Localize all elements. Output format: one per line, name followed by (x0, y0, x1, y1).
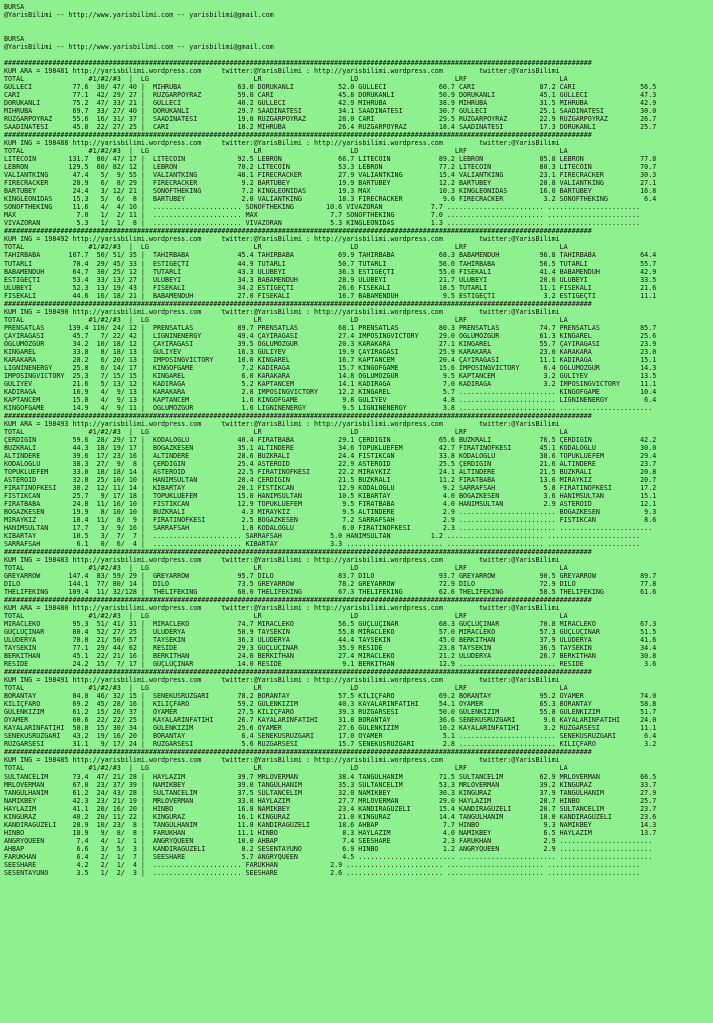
text-line: BURSA (4, 3, 25, 11)
column-header-line: TOTAL #1/#2/#3 | LG LR LD LRF LA (4, 75, 568, 84)
text-line: BORANTAY 84.8 46/ 32/ 15 | SENEKUSRÜZGARI 78.2 BORANTAY 57.5 KILIÇFARO 69.2 BORANTAY 95.2 OYAMER 74.0 (4, 692, 657, 701)
text-line: BERKITHAN 45.1 22/ 21/ 16 | BERKITHAN 24.0 BERKITHAN 27.4 MIRACLEKO 21.2 ULUDERYA 26.7 BERKITHAN 30.8 (4, 652, 657, 661)
text-line: PRENSATLAS 139.4 110/ 24/ 12 | PRENSATLAS 89.7 PRENSATLAS 68.1 PRENSATLAS 80.3 PRENSATLAS 74.7 PRENSATLAS 85.7 (4, 323, 657, 332)
text-line: GÜÇLÜÇINAR 80.4 52/ 27/ 25 | ULUDERYA 50.9 TAYSEKIN 55.8 MIRACLEKO 57.0 MIRACLEKO 57.3 GÜÇLÜÇINAR 51.5 (4, 628, 657, 637)
column-header-line: TOTAL #1/#2/#3 | LG LR LD LRF LA (4, 427, 568, 436)
race-header-line: KUM ING = 198492 http://yarisbilimi.wordpress.com twitter:@YarisBilimi : http://yarisbilimi.wordpress.com twitter:@YarisBilimi (4, 235, 560, 244)
text-line: TAYSEKIN 77.1 29/ 44/ 62 | RESIDE 29.3 GÜÇLÜÇINAR 35.9 RESIDE 23.8 TAYSEKIN 36.5 TAYSEKIN 34.4 (4, 644, 657, 653)
race-header-line: KUM ING = 198488 http://yarisbilimi.wordpress.com twitter:@YarisBilimi : http://yarisbilimi.wordpress.com twitter:@YarisBilimi (4, 139, 560, 148)
text-line: MRLOVERMAN 67.0 23/ 37/ 39 | NAMIKBEY 39.0 TANGÜLHANIM 35.3 SULTANCELIM 53.3 MRLOVERMAN 39.2 KINGURAZ 33.7 (4, 780, 657, 789)
text-line: VALIANTKING 47.4 5/ 9/ 55 | VALIANTKING 48.1 FIRECRACKER 27.9 VALIANTKING 15.4 VALIANTKING 23.1 FIRECRACKER 30.3 (4, 171, 657, 180)
text-line: KARAKARA 28.2 6/ 20/ 13 | IMPOSINGVICTORY 10.0 KINGAREL 16.7 KAPTANCEM 20.4 ÇAYIRAGASI 11.1 KADIRAGA 15.1 (4, 355, 657, 364)
text-line: ÇAYIRAGASI 45.7 7/ 22/ 42 | LIGNINENERGY 49.4 ÇAYIRAGASI 27.4 IMPOSINGVICTORY 29.0 OGLUMÖZGÜR 61.3 KINGAREL 25.6 (4, 331, 657, 340)
text-line: GULIYEV 21.6 5/ 13/ 12 | KADIRAGA 5.2 KAPTANCEM 14.1 KADIRAGA 7.0 KADIRAGA 3.2 IMPOSINGVICTORY 11.1 (4, 379, 657, 388)
text-line: TUTARLI 78.4 29/ 45/ 33 | ESTIGEÇTI 44.9 TUTARLI 50.7 TUTARLI 56.0 TAHIRBABA 56.5 TUTARLI 55.7 (4, 259, 657, 268)
race-header-line: KUM ING = 198490 http://yarisbilimi.wordpress.com twitter:@YarisBilimi : http://yarisbilimi.wordpress.com twitter:@YarisBilimi (4, 307, 560, 316)
text-line: SARRAFSAH 6.1 0/ 6/ 4 | ...................... KIBARTAY 3.3 ........................ ........................ ....................... (4, 540, 641, 549)
text-line: FIRECRACKER 28.9 6/ 8/ 29 | FIRECRACKER 9.2 BARTUBEY 19.9 BARTUBEY 12.2 BARTUBEY 20.8 VALIANTKING 27.1 (4, 179, 657, 188)
text-line: LIGNINENERGY 25.8 6/ 14/ 17 | KINGOFGAME 7.2 KADIRAGA 15.7 KINGOFGAME 15.6 IMPOSINGVICTORY 6.4 OGLUMÖZGÜR 14.3 (4, 363, 657, 372)
separator-line: ################################################################################################################################################## (4, 748, 592, 757)
race-header-line: KUM ING = 198483 http://yarisbilimi.wordpress.com twitter:@YarisBilimi : http://yarisbilimi.wordpress.com twitter:@YarisBilimi (4, 556, 560, 565)
separator-line: ################################################################################################################################################## (4, 596, 592, 605)
text-line: GÜLLECI 77.6 30/ 47/ 40 | MIHRUBA 63.0 DORUKANLI 52.0 GÜLLECI 60.7 CARI 87.2 CARI 56.5 (4, 83, 657, 92)
race-header-line: KUM ARA = 198480 http://yarisbilimi.wordpress.com twitter:@YarisBilimi : http://yarisbilimi.wordpress.com twitter:@YarisBilimi (4, 604, 560, 613)
race-header-line: KUM ARA = 198493 http://yarisbilimi.wordpress.com twitter:@YarisBilimi : http://yarisbilimi.wordpress.com twitter:@YarisBilimi (4, 419, 560, 428)
column-header-line: TOTAL #1/#2/#3 | LG LR LD LRF LA (4, 564, 568, 573)
blank-line (4, 51, 713, 59)
text-line: DORUKANLI 75.2 47/ 33/ 21 | GÜLLECI 40.2 GÜLLECI 42.9 MIHRUBA 38.9 MIHRUBA 31.5 MIHRUBA 42.9 (4, 99, 657, 108)
separator-line: ################################################################################################################################################## (4, 131, 592, 140)
text-line: ANGRYQUEEN 7.4 4/ 1/ 1 | ANGRYQUEEN 10.0 AHBAP 7.4 SEESHARE 2.3 FARUKHAN 2.9 ....................... (4, 836, 653, 845)
text-line: KINGOFGAME 14.9 4/ 9/ 11 | OGLUMÖZGÜR 1.6 LIGNINENERGY 9.5 LIGNINENERGY 3.8 ........................ ....................... (4, 403, 653, 412)
text-line: TAHIRBABA 107.7 50/ 51/ 35 | TAHIRBABA 45.4 TAHIRBABA 69.9 TAHIRBABA 68.3 BABAMENDUH 96.8 TAHIRBABA 64.4 (4, 251, 657, 260)
text-line: ULUDERYA 78.8 21/ 50/ 57 | TAYSEKIN 36.3 ULUDERYA 44.4 TAYSEKIN 45.0 BERKITHAN 37.9 ULUDERYA 41.6 (4, 636, 657, 645)
text-line: VIVAZORAN 5.3 1/ 1/ 8 | ...................... VIVAZORAN 5.3 KINGLEONIDAS 1.3 ........................ ....................... (4, 219, 641, 228)
text-line: RESIDE 24.2 15/ 7/ 17 | GÜÇLÜÇINAR 14.0 RESIDE 9.1 BERKITHAN 12.9 ........................ RESIDE 3.6 (4, 660, 657, 669)
text-line: RÜZGARPOYRAZ 55.6 16/ 31/ 37 | SAADINATESI 19.0 RÜZGARPOYRAZ 28.0 CARI 29.5 RÜZGARPOYRAZ 22.9 RÜZGARPOYRAZ 26.7 (4, 115, 657, 124)
text-line: SAADINATESI 45.8 22/ 27/ 25 | CARI 18.2 MIHRUBA 26.4 RÜZGARPOYRAZ 18.4 SAADINATESI 17.3 DORUKANLI 25.7 (4, 123, 657, 132)
text-line: TOPUKLUEFEM 33.0 18/ 18/ 14 | ASTEROID 22.5 FIRATINÖFKESI 22.2 MIRAYKIZ 24.1 ALTINDERE 21.5 BUZKRALI 20.8 (4, 467, 657, 476)
column-header-line: TOTAL #1/#2/#3 | LG LR LD LRF LA (4, 147, 568, 156)
text-line: GÜLENKIZIM 61.2 15/ 26/ 37 | OYAMER 27.5 KILIÇFARO 39.3 RÜZGARSESI 50.0 GÜLENKIZIM 55.8 GÜLENKIZIM 51.7 (4, 708, 657, 717)
text-line: KAYALARINFATIHI 50.8 15/ 30/ 34 | GÜLENKIZIM 25.6 OYAMER 27.6 GÜLENKIZIM 10.2 KAYALARINFATIHI 3.2 RÜZGARSESI 11.1 (4, 724, 657, 733)
text-line: FISEKALI 44.6 16/ 18/ 21 | BABAMENDUH 27.0 FISEKALI 16.7 BABAMENDUH 9.5 ESTIGEÇTI 3.2 ESTIGEÇTI 11.1 (4, 291, 657, 300)
column-header-line: TOTAL #1/#2/#3 | LG LR LD LRF LA (4, 315, 568, 324)
text-line: SESENTAYUNO 3.5 1/ 2/ 3 | ...................... SEESHARE 2.6 ........................ ........................ ....................... (4, 868, 641, 877)
text-line: KILIÇFARO 69.2 45/ 28/ 16 | KILIÇFARO 59.2 GÜLENKIZIM 40.3 KAYALARINFATIHI 54.1 OYAMER 65.3 BORANTAY 58.8 (4, 700, 657, 709)
text-line: OGLUMÖZGÜR 34.2 10/ 18/ 12 | ÇAYIRAGASI 39.5 OGLUMÖZGÜR 20.3 KARAKARA 27.1 KINGAREL 55.7 ÇAYIRAGASI 23.9 (4, 339, 657, 348)
text-line: BABAMENDUH 64.7 30/ 25/ 12 | TUTARLI 43.3 ULUBEYI 36.3 ESTIGEÇTI 55.0 FISEKALI 41.4 BABAMENDUH 42.9 (4, 267, 657, 276)
race-header-line: KUM ING = 198491 http://yarisbilimi.wordpress.com twitter:@YarisBilimi : http://yarisbilimi.wordpress.com twitter:@YarisBilimi (4, 676, 560, 685)
column-header-line: TOTAL #1/#2/#3 | LG LR LD LRF LA (4, 612, 568, 621)
separator-line: ################################################################################################################################################## (4, 227, 592, 236)
separator-line: ################################################################################################################################################## (4, 59, 592, 68)
separator-line: ################################################################################################################################################## (4, 548, 592, 557)
text-line: IMPOSINGVICTORY 25.3 7/ 15/ 15 | KINGAREL 6.0 KARAKARA 14.8 OGLUMÖZGÜR 9.5 KAPTANCEM 3.2 GULIYEV 13.5 (4, 371, 657, 380)
text-line: OYAMER 60.6 22/ 22/ 25 | KAYALARINFATIHI 26.7 KAYALARINFATIHI 31.8 BORANTAY 36.6 SENEKUSRÜZGARI 9.6 KAYALARINFATIHI 24.0 (4, 716, 657, 725)
text-line: KINGLEONIDAS 15.3 5/ 6/ 8 | BARTUBEY 2.0 VALIANTKING 18.3 FIRECRACKER 9.0 FIRECRACKER 3.2 SONOFTHEKING 6.4 (4, 195, 657, 204)
text-line: FISTIKCAN 25.7 9/ 17/ 18 | TOPUKLUEFEM 15.0 HANIMSULTAN 10.5 KIBARTAY 4.0 BOGAZKESEN 3.6 HANIMSULTAN 15.1 (4, 491, 657, 500)
blank-line (4, 19, 713, 27)
text-line: KANDIRAGÜZELI 28.9 10/ 23/ 8 | TANGÜLHANIM 11.8 KANDIRAGÜZELI 18.6 AHBAP 7.7 HINBO 9.3 NAMIKBEY 14.3 (4, 820, 657, 829)
text-line: @YarisBilimi -- http://www.yarisbilimi.com -- yarisbilimi@gmail.com (4, 43, 274, 52)
text-line: NAMIKBEY 42.3 23/ 21/ 19 | MRLOVERMAN 33.0 HAYLAZIM 27.7 MRLOVERMAN 29.0 HAYLAZIM 28.7 HINBO 25.7 (4, 796, 657, 805)
text-line: HANIMSULTAN 17.7 3/ 9/ 16 | SARRAFSAH 1.8 KODALOGLU 6.0 FIRATINÖFKESI 2.3 ........................ ....................... (4, 524, 653, 533)
text-line: KIBARTAY 10.5 3/ 7/ 7 | ...................... SARRAFSAH 5.0 HANIMSULTAN 1.2 ........................ ....................... (4, 532, 641, 541)
text-line: MIRAYKIZ 18.4 11/ 8/ 9 | FIRATINÖFKESI 2.5 BOGAZKESEN 7.2 SARRAFSAH 2.9 ........................ FISTIKCAN 8.6 (4, 516, 657, 524)
separator-line: ################################################################################################################################################## (4, 299, 592, 308)
text-line: ÇERDIGIN 59.6 28/ 29/ 17 | KODALOGLU 40.4 FIRATBABA 29.1 ÇERDIGIN 65.6 BUZKRALI 76.5 ÇERDIGIN 42.2 (4, 435, 657, 444)
text-line: GREYARROW 147.4 83/ 59/ 29 | GREYARROW 95.7 DILO 83.7 DILO 93.7 GREYARROW 90.5 GREYARROW 89.7 (4, 572, 657, 581)
text-line: MIRACLEKO 95.3 51/ 41/ 31 | MIRACLEKO 74.7 MIRACLEKO 56.5 GÜÇLÜÇINAR 68.3 GÜÇLÜÇINAR 70.8 MIRACLEKO 67.3 (4, 620, 657, 629)
text-line: DILO 144.1 77/ 80/ 14 | DILO 73.5 GREYARROW 78.2 GREYARROW 72.9 DILO 72.9 DILO 77.8 (4, 580, 657, 589)
text-line: BUZKRALI 44.3 18/ 19/ 17 | BOGAZKESEN 35.1 ALTINDERE 34.6 TOPUKLUEFEM 42.7 FIRATINÖFKESI 45.1 KODALOGLU 30.0 (4, 443, 657, 452)
text-line: FIRATBABA 24.8 11/ 16/ 10 | FISTIKCAN 12.9 TOPUKLUEFEM 9.5 FIRATBABA 4.0 HANIMSULTAN 2.9 ASTEROID 12.1 (4, 499, 657, 508)
text-line: RÜZGARSESI 31.1 9/ 17/ 24 | RÜZGARSESI 5.6 RÜZGARSESI 15.7 SENEKUSRÜZGARI 2.8 ........................ KILIÇFARO 3.2 (4, 740, 657, 749)
text-line: KINGAREL 33.8 8/ 18/ 13 | GULIYEV 16.3 GULIYEV 19.9 ÇAYIRAGASI 25.9 KARAKARA 23.0 KARAKARA 23.0 (4, 347, 657, 356)
blank-line (4, 27, 713, 35)
text-line: KAPTANCEM 15.8 4/ 9/ 13 | KAPTANCEM 1.6 KINGOFGAME 9.8 GULIYEV 4.8 ........................ LIGNINENERGY 6.4 (4, 395, 657, 404)
text-line: MAX 7.0 1/ 2/ 11 | ...................... MAX 7.7 SONOFTHEKING 7.0 ........................ ....................... (4, 211, 641, 220)
text-line: KADIRAGA 16.9 4/ 9/ 13 | KARAKARA 2.8 IMPOSINGVICTORY 12.2 KINGAREL 5.7 ........................ KINGOFGAME 10.4 (4, 387, 657, 396)
race-header-line: KUM ING = 198485 http://yarisbilimi.wordpress.com twitter:@YarisBilimi : http://yarisbilimi.wordpress.com twitter:@YarisBilimi (4, 756, 560, 765)
text-line: BURSA (4, 35, 25, 44)
column-header-line: TOTAL #1/#2/#3 | LG LR LD LRF LA (4, 684, 568, 693)
text-line: HINBO 18.9 9/ 8/ 8 | FARUKHAN 11.1 HINBO 8.3 HAYLAZIM 4.0 NAMIKBEY 6.5 HAYLAZIM 13.7 (4, 828, 657, 837)
separator-line: ################################################################################################################################################## (4, 668, 592, 677)
text-line: SENEKUSRÜZGARI 43.2 19/ 16/ 20 | BORANTAY 6.4 SENEKUSRÜZGARI 17.0 OYAMER 5.1 ........................ SENEKUSRÜZGARI 6.4 (4, 732, 657, 741)
separator-line: ################################################################################################################################################## (4, 411, 592, 420)
text-line: TANGÜLHANIM 61.2 24/ 43/ 28 | SULTANCELIM 37.5 SULTANCELIM 32.0 NAMIKBEY 30.3 KINGURAZ 37.9 TANGÜLHANIM 27.9 (4, 788, 657, 797)
text-line: ALTINDERE 39.6 17/ 23/ 16 | ALTINDERE 28.6 BUZKRALI 24.4 FISTIKCAN 33.8 KODALOGLU 38.6 TOPUKLUEFEM 29.4 (4, 451, 657, 460)
text-line: BOGAZKESEN 19.9 8/ 10/ 10 | BUZKRALI 4.3 MIRAYKIZ 9.5 ALTINDERE 2.9 ........................ BOGAZKESEN 9.3 (4, 507, 657, 516)
race-header-line: KUM ARA = 198481 http://yarisbilimi.wordpress.com twitter:@YarisBilimi : http://yarisbilimi.wordpress.com twitter:@YarisBilimi (4, 67, 560, 76)
text-line: AHBAP 6.6 3/ 5/ 3 | KANDIRAGÜZELI 8.2 SESENTAYUNO 6.9 HINBO 1.2 ANGRYQUEEN 2.9 ....................... (4, 844, 653, 853)
text-line: CARI 77.1 42/ 29/ 27 | RÜZGARPOYRAZ 59.0 CARI 45.8 DORUKANLI 50.9 DORUKANLI 45.1 GÜLLECI 47.3 (4, 91, 657, 100)
text-line: KINGURAZ 40.2 20/ 11/ 22 | KINGURAZ 16.1 KINGURAZ 21.0 KINGURAZ 14.4 TANGÜLHANIM 18.0 KANDIRAGÜZELI 23.6 (4, 812, 657, 821)
text-line: ESTIGEÇTI 53.4 33/ 13/ 27 | ULUBEYI 34.3 BABAMENDUH 28.9 ULUBEYI 21.7 ULUBEYI 20.0 ULUBEYI 33.5 (4, 275, 657, 284)
text-line: SEESHARE 4.2 2/ 1/ 4 | ...................... FARUKHAN 2.9 ........................ ........................ ....................... (4, 860, 641, 869)
text-line: SULTANCELIM 73.4 47/ 21/ 28 | HAYLAZIM 39.7 MRLOVERMAN 38.4 TANGÜLHANIM 71.5 SULTANCELIM 62.9 MRLOVERMAN 66.5 (4, 772, 657, 781)
text-line: LITECOIN 131.7 80/ 47/ 17 | LITECOIN 92.5 LEBRON 66.7 LITECOIN 89.2 LEBRON 85.8 LEBRON 77.8 (4, 155, 657, 164)
text-line: KODALOGLU 38.3 27/ 9/ 8 | ÇERDIGIN 25.4 ASTEROID 22.9 ASTEROID 25.5 ÇERDIGIN 21.6 ALTINDERE 23.7 (4, 459, 657, 468)
text-line: FIRATINÖFKESI 30.2 12/ 11/ 14 | KIBARTAY 20.1 FISTIKCAN 12.9 KODALOGLU 9.2 SARRAFSAH 5.8 FIRATINÖFKESI 17.2 (4, 483, 657, 492)
text-line: THELIFEKING 109.4 11/ 32/128 | THELIFEKING 60.0 THELIFEKING 67.3 THELIFEKING 62.6 THELIFEKING 58.5 THELIFEKING 61.6 (4, 588, 657, 597)
text-line: @YarisBilimi -- http://www.yarisbilimi.com -- yarisbilimi@gmail.com (4, 11, 274, 20)
text-line: ULUBEYI 52.3 13/ 19/ 43 | FISEKALI 34.2 ESTIGEÇTI 26.6 FISEKALI 18.5 TUTARLI 11.1 FISEKALI 21.6 (4, 283, 657, 292)
text-line: MIHRUBA 69.7 33/ 27/ 40 | DORUKANLI 29.7 SAADINATESI 34.1 SAADINATESI 30.7 GÜLLECI 25.1 SAADINATESI 30.0 (4, 107, 657, 116)
text-line: HAYLAZIM 41.1 20/ 16/ 20 | HINBO 16.8 NAMIKBEY 23.4 KANDIRAGÜZELI 15.4 KANDIRAGÜZELI 20.7 SULTANCELIM 23.7 (4, 804, 657, 813)
column-header-line: TOTAL #1/#2/#3 | LG LR LD LRF LA (4, 764, 568, 773)
text-line: SONOFTHEKING 11.6 4/ 4/ 10 | ...................... SONOFTHEKING 10.6 VIVAZORAN 7.7 ........................ ....................... (4, 203, 641, 212)
text-line: BARTUBEY 24.4 3/ 12/ 21 | SONOFTHEKING 7.2 KINGLEONIDAS 19.3 MAX 10.3 KINGLEONIDAS 16.0 BARTUBEY 16.8 (4, 187, 657, 196)
text-line: FARUKHAN 6.4 2/ 1/ 7 | SEESHARE 5.7 ANGRYQUEEN 4.5 ........................ ........................ ....................... (4, 852, 653, 861)
text-line: LEBRON 129.5 60/ 82/ 12 | LEBRON 70.2 LITECOIN 53.3 LEBRON 77.2 LITECOIN 80.3 LITECOIN 70.7 (4, 163, 657, 172)
text-line: ASTEROID 32.8 25/ 10/ 10 | HANIMSULTAN 20.4 ÇERDIGIN 21.5 BUZKRALI 11.2 FIRATBABA 13.6 MIRAYKIZ 20.7 (4, 475, 657, 484)
column-header-line: TOTAL #1/#2/#3 | LG LR LD LRF LA (4, 243, 568, 252)
